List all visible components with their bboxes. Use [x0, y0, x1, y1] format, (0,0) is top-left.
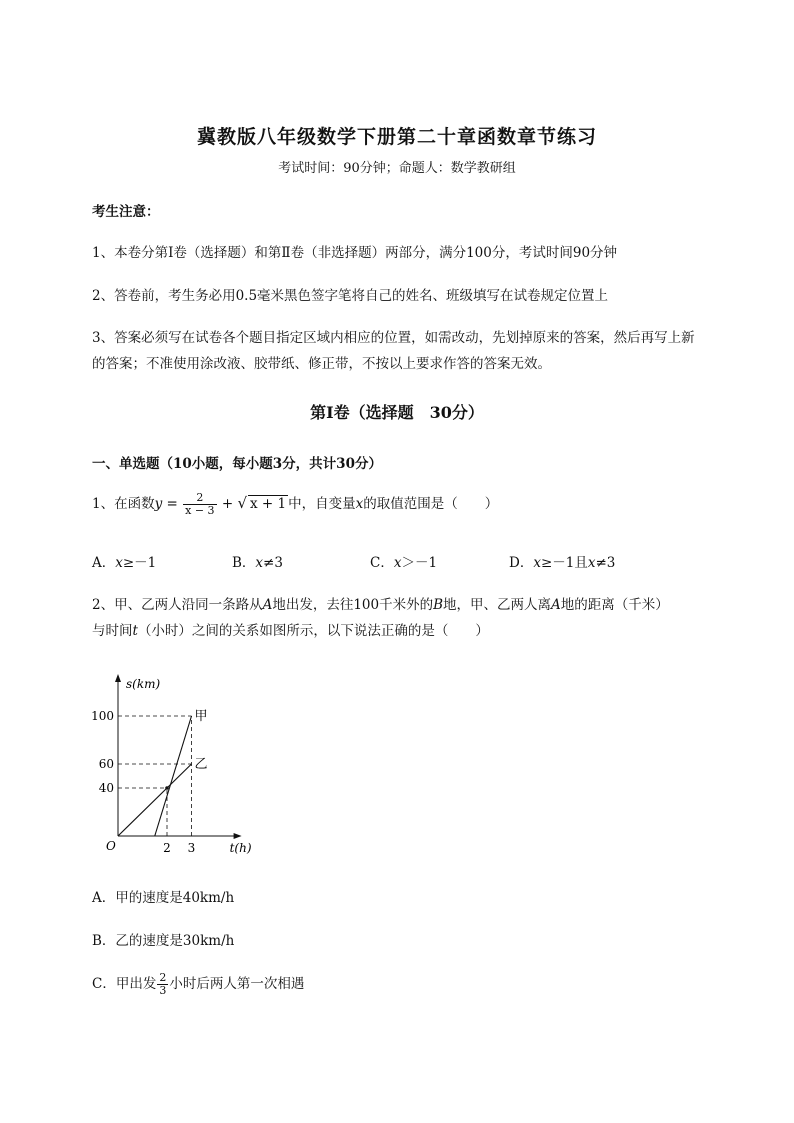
q2-option-a[interactable]: A．甲的速度是40km/h [92, 890, 235, 906]
y-tick-label: 100 [91, 709, 114, 723]
x-tick-label: 3 [187, 841, 196, 855]
q1-option-a[interactable]: A．x≥－1 [92, 555, 157, 571]
question-1: 1、在函数y = $\frac{2}{x - 3}$ + √ x + 1 中，自变量x的取值范围是（ ） [92, 491, 499, 517]
q2-option-c[interactable]: C．甲出发 $\frac{2}{3}$ 小时后两人第一次相遇 [92, 971, 305, 997]
y-axis-label: s(km) [126, 677, 161, 691]
q1-option-c[interactable]: C．x＞－1 [370, 555, 438, 571]
q1-option-b[interactable]: B．x≠3 [232, 555, 283, 571]
fraction: $\frac{2}{x - 3}$ [185, 491, 215, 517]
x-axis-label: t(h) [229, 841, 252, 855]
x-axis-arrow-icon [234, 833, 242, 839]
q2-option-b[interactable]: B．乙的速度是30km/h [92, 933, 235, 949]
origin-label: O [106, 839, 116, 853]
series-label: 乙 [194, 757, 208, 772]
notice-item-1: 1、本卷分第Ⅰ卷（选择题）和第Ⅱ卷（非选择题）两部分，满分100分，考试时间90分钟 [92, 245, 618, 261]
q1-option-d[interactable]: D．x≥－1且x≠3 [509, 555, 616, 571]
question-2-line-1: 2、甲、乙两人沿同一条路从A地出发，去往100千米外的B地，甲、乙两人离A地的距离（千米） [92, 597, 669, 613]
y-tick-label: 40 [98, 781, 114, 795]
question-2-line-2: 与时间t（小时）之间的关系如图所示，以下说法正确的是（ ） [92, 623, 489, 639]
sqrt-icon: √ [237, 494, 248, 512]
intersection-point [165, 786, 169, 790]
notice-item-2: 2、答卷前，考生务必用0.5毫米黑色签字笔将自己的姓名、班级填写在试卷规定位置上 [92, 288, 609, 304]
part-heading: 一、单选题（10小题，每小题3分，共计30分） [92, 456, 382, 472]
page-title: 冀教版八年级数学下册第二十章函数章节练习 [196, 126, 597, 148]
series-line [118, 764, 192, 836]
exam-info: 考试时间：90分钟；命题人：数学教研组 [278, 161, 516, 176]
x-tick-label: 2 [163, 841, 171, 855]
y-axis-arrow-icon [115, 674, 121, 682]
notice-item-3-cont: 的答案；不准使用涂改液、胶带纸、修正带，不按以上要求作答的答案无效。 [92, 356, 551, 372]
series-label: 甲 [194, 709, 208, 724]
distance-time-chart [88, 668, 268, 858]
series-line [155, 716, 192, 836]
notice-heading: 考生注意： [92, 204, 160, 220]
y-tick-label: 60 [98, 757, 114, 771]
notice-item-3: 3、答案必须写在试卷各个题目指定区域内相应的位置，如需改动，先划掉原来的答案，然后再写上新 [92, 330, 695, 346]
section-title: 第Ⅰ卷（选择题 30分） [310, 403, 484, 422]
fraction: $\frac{2}{3}$ [159, 971, 167, 997]
